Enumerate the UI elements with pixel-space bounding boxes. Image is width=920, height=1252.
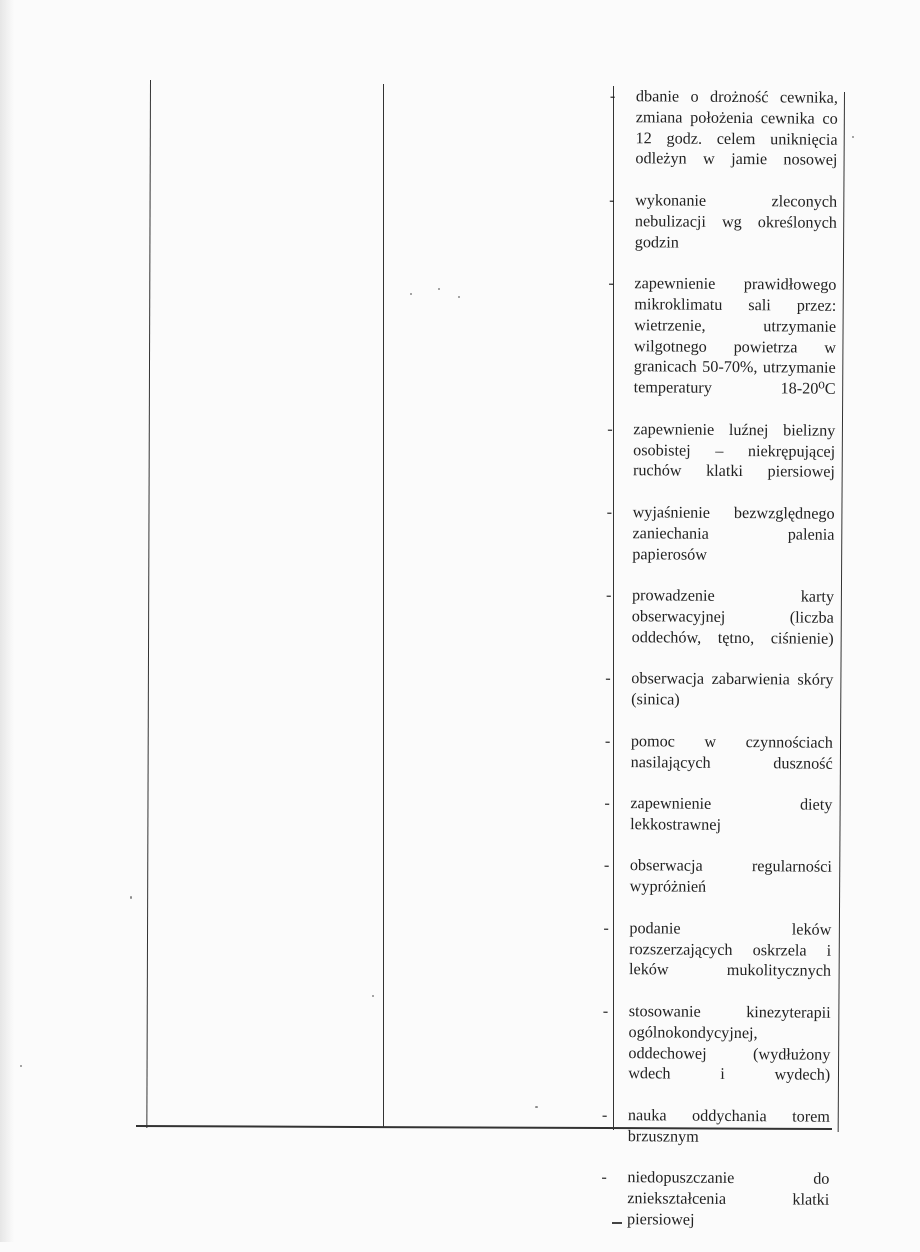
list-item-text: nauka oddychania torem brzusznym <box>627 1106 830 1146</box>
list-dash: - <box>607 419 613 438</box>
scan-mark <box>612 1222 622 1224</box>
list-item <box>602 1105 830 1169</box>
scan-speck <box>372 995 374 997</box>
list-item <box>605 668 833 732</box>
list-item-text: zapewnienie prawidłowego mikroklimatu sali przez: wietrzenie, utrzymanie wilgotnego powietrza w granicach 50-70%, utrzymanie temperatury 18-20⁰C <box>633 274 837 398</box>
list-item-text: wyjaśnienie bezwzględnego zaniechania palenia papierosów <box>632 503 835 564</box>
list-item-text: pomoc w czynnościach nasilających duszność <box>630 731 833 773</box>
scan-speck <box>130 896 132 899</box>
table-column-border-2 <box>383 84 384 1128</box>
list-dash: - <box>608 274 614 293</box>
list-item <box>603 918 832 1003</box>
list-dash: - <box>603 918 609 937</box>
scan-speck <box>410 293 412 295</box>
scan-speck <box>852 136 854 138</box>
list-dash: - <box>601 1168 607 1187</box>
list-item-text: zapewnienie diety lekkostrawnej <box>630 794 833 834</box>
list-dash: - <box>601 1106 608 1125</box>
list-item-text: prowadzenie karty obserwacyjnej (liczba oddechów, tętno, ciśnienie) <box>631 586 835 648</box>
list-item <box>609 190 838 275</box>
nursing-actions-cell <box>601 86 838 1252</box>
list-item-text: stosowanie kinezyterapii ogólnokondycyjnej, oddechowej (wydłużony wdech i wydech) <box>628 1002 831 1085</box>
list-item-text: wykonanie zleconych nebulizacji wg określonych godzin <box>634 191 838 252</box>
list-dash: - <box>606 502 613 521</box>
list-dash: - <box>604 794 610 813</box>
list-dash: - <box>603 856 610 875</box>
list-item <box>607 273 836 420</box>
list-item <box>606 502 835 587</box>
scan-speck <box>438 288 440 290</box>
list-dash: - <box>604 731 611 750</box>
table-column-border-4 <box>838 92 846 1132</box>
table-column-border-1 <box>146 80 151 1128</box>
scan-speck <box>20 1065 22 1067</box>
list-dash: - <box>609 190 615 210</box>
list-item-text: obserwacja zabarwienia skóry (sinica) <box>631 669 834 709</box>
scan-speck <box>458 296 460 298</box>
list-item <box>604 793 832 857</box>
list-dash: - <box>605 586 612 605</box>
scan-speck <box>535 1106 538 1108</box>
list-item <box>604 731 832 795</box>
list-item <box>609 86 838 192</box>
list-item-text: dbanie o drożność cewnika, zmiana położenia cewnika co 12 godz. celem uniknięcia odleżyn w jamie nosowej <box>635 87 838 170</box>
list-item-text: zapewnienie luźnej bielizny osobistej – niekrępującej ruchów klatki piersiowej <box>632 419 836 482</box>
list-dash: - <box>602 1002 609 1021</box>
list-item-text: niedopuszczanie do zniekształcenia klatki piersiowej <box>627 1168 830 1229</box>
list-item-text: podanie leków rozszerzających oskrzela i leków mukolitycznych <box>628 919 832 981</box>
list-item <box>602 1001 831 1107</box>
list-item <box>607 419 836 504</box>
list-item <box>603 855 831 919</box>
list-item <box>605 585 834 670</box>
list-item <box>601 1167 830 1252</box>
scan-edge-shadow <box>0 0 14 1242</box>
list-item-text: obserwacja regularności wypróżnień <box>629 856 832 897</box>
list-dash: - <box>605 669 611 688</box>
list-dash: - <box>609 86 616 106</box>
